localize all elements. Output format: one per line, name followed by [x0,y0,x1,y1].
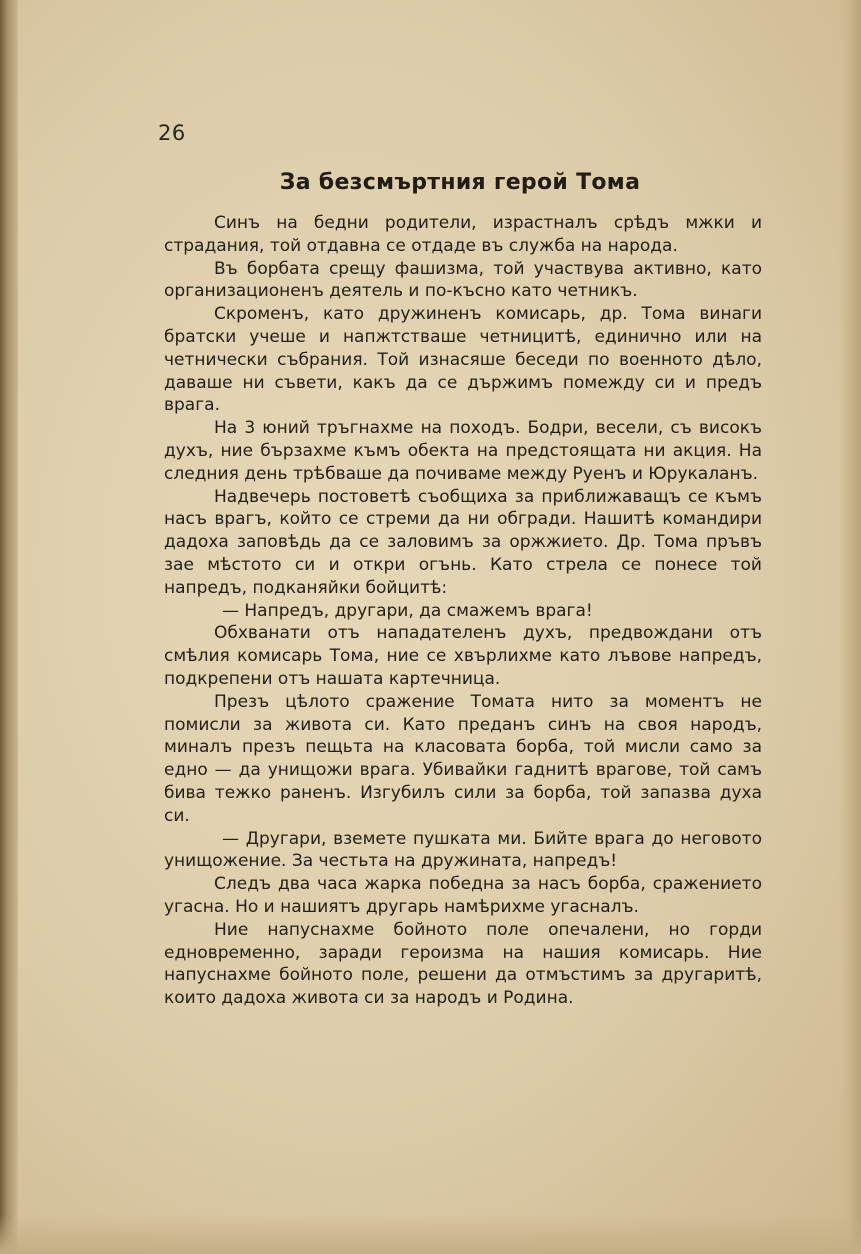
paragraph: Презъ цѣлото сражение Томата нито за моментъ не помисли за живота си. Като преданъ синъ на своя народъ, миналъ презъ пещьта на класовата борба, той мисли само за едно — да унищожи врага. Убивайки гаднитѣ врагове, той самъ бива тежко раненъ. Изгубилъ сили за борба, той запазва духа си. [164,691,762,826]
paragraph: Въ борбата срещу фашизма, той участвува активно, като организационенъ деятель и по-късно като четникъ. [164,258,762,302]
dialog-line: — Напредъ, другари, да смажемъ врага! [222,600,593,621]
paragraph: Обхванати отъ нападателенъ духъ, предвождани отъ смѣлия комисарь Тома, ние се хвърлихме като лъвове напредъ, подкрепени отъ нашата картечница. [164,623,762,689]
page-binding-edge [0,0,18,1254]
paragraph: Надвечерь постоветѣ съобщиха за приближаващъ се къмъ насъ врагъ, който се стреми да ни обгради. Нашитѣ командири дадоха заповѣдь да се заловимъ за оржжието. Др. Тома пръвъ зае мѣстото си и откри огънь. Като стрела се понесе той напредъ, подканяйки бойцитѣ: [164,486,762,598]
page-bottom-edge [0,1214,861,1254]
paragraph: Следъ два часа жарка победна за насъ борба, сражението угасна. Но и нашиятъ другарь намѣрихме угасналъ. [164,874,762,917]
paragraph: Синъ на бедни родители, израстналъ срѣдъ мжки и страдания, той отдавна се отдаде въ служба на народа. [164,213,762,256]
paragraph: Ние напуснахме бойното поле опечалени, но горди едновременно, заради героизма на нашия комисарь. Ние напуснахме бойното поле, решени да отмъстимъ за другаритѣ, които дадоха живота си за народъ и Родина. [164,919,762,1009]
dialog-line: — Другари, вземете пушката ми. Бийте врага до неговото унищожение. За честьта на дружината, напредъ! [164,828,762,872]
paragraph: Скроменъ, като дружиненъ комисарь, др. Тома винаги братски учеше и напжтстваше четницитѣ, единично или на четнически събрания. Той изнасяше беседи по военното дѣло, даваше ни съвети, какъ да се държимъ помежду си и предъ врага. [164,304,762,416]
paragraph: На 3 юний тръгнахме на походъ. Бодри, весели, съ високъ духъ, ние бързахме къмъ обекта на предстоящата ни акция. На следния день трѣбваше да почиваме между Руенъ и Юрукаланъ. [164,418,762,484]
page-right-edge [839,0,861,1254]
article-body [164,212,762,1010]
page-number: 26 [158,121,186,145]
article-title: За безсмъртния герой Тома [279,170,641,195]
